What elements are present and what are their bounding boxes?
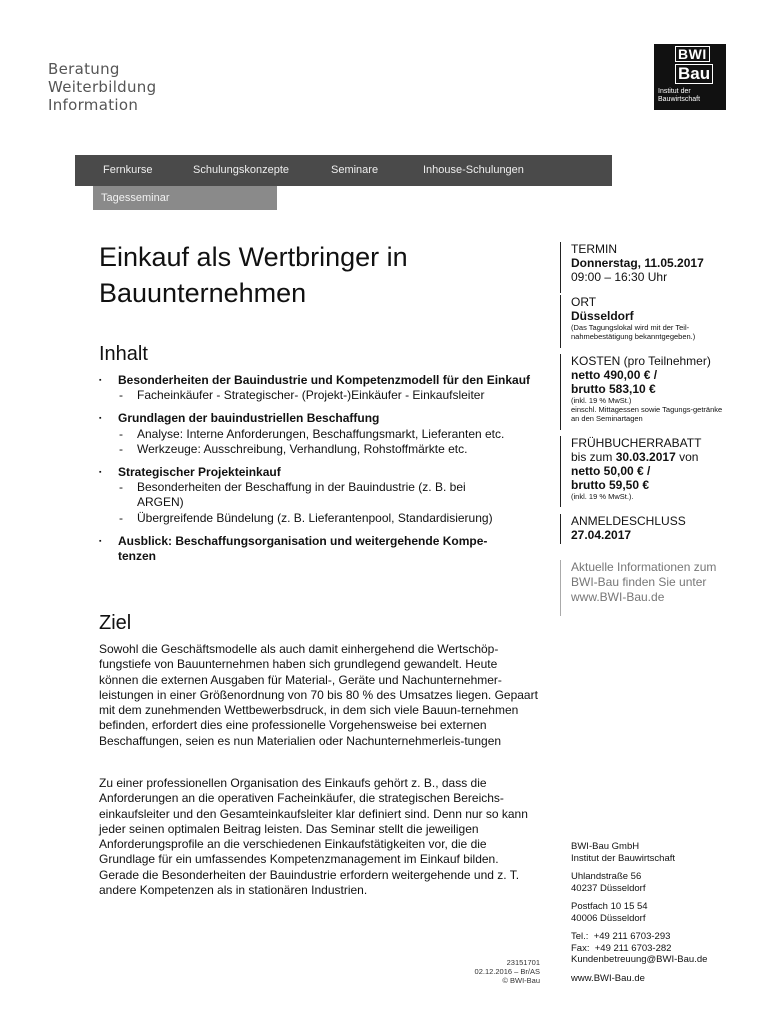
tagline-line: Weiterbildung [48,78,157,96]
kosten-note: (inkl. 19 % MwSt.) [571,396,632,405]
ziel-paragraph-1: Sowohl die Geschäftsmodelle als auch damit einhergehend die Wertschöp-fungstiefe von Bauunternehmen haben sich grundlegend gewandelt. Heute können die externen Ausgaben für Material-, Geräte und Nachunternehmer-leistungen in einer Größenordnung von 70 bis 80 % des Umsatzes liegen. Gepaart mit dem zunehmenden Wettbewerbsdruck, in dem sich viele Bauun-ternehmen befinden, erfordert dies eine professionelle Vorgehensweise bei externen Beschaffungen, seien es nun Materialien oder Nachunternehmerleis-tungen [99,642,538,748]
email-link[interactable]: Kundenbetreuung@BWI-Bau.de [571,954,708,965]
bwi-bau-logo [654,44,726,110]
termin-date: Donnerstag, 11.05.2017 [571,256,704,270]
category-nav [75,155,612,186]
ziel-paragraph-2: Zu einer professionellen Organisation des Einkaufs gehört z. B., dass die Anforderungen an die operativen Facheinkäufer, die strategischen Bereichs-einkaufsleiter und den Gesamteinkaufsleiter klar definiert sind. Denn nur so kann jeder seinen optimalen Beitrag leisten. Das Seminar stellt die jeweiligen Anforderungsprofile an die verschiedenen Einkaufstätigkeiten vor, die die Grundlage für ein umfassendes Kompetenzmanagement im Einkauf bilden. Gerade die Besonderheiten der Bauindustrie erfordern weitergehende und z. T. andere Kompetenzen als in stationären Industrien. [99,776,528,898]
termin-time: 09:00 – 16:30 Uhr [571,270,668,284]
rabatt-note: (inkl. 19 % MwSt.). [571,492,634,501]
rabatt-deadline [571,450,731,464]
inhalt-list [99,373,539,564]
rabatt-date: 30.03.2017 [615,450,676,464]
sub-item: - Analyse: Interne Anforderungen, Beschaffungsmarkt, Lieferanten etc. [99,427,539,442]
list-item: ▪ Besonderheiten der Bauindustrie und Kompetenzmodell für den Einkauf [99,373,539,388]
phone: Tel.: +49 211 6703-293 [571,931,671,942]
fax: Fax: +49 211 6703-282 [571,942,672,954]
rabatt-post: von [675,450,699,464]
nav-item-schulungskonzepte[interactable]: Schulungskonzepte [193,164,290,176]
termin-block [560,242,731,293]
nav-item-inhouse[interactable]: Inhouse-Schulungen [423,164,524,176]
subnav-tagesseminar[interactable] [93,186,277,210]
subnav-label: Tagesseminar [101,192,170,204]
logo-bau: Bau [675,64,713,84]
ort-block [560,295,731,348]
ort-city: Düsseldorf [571,309,634,323]
title-line-2: Bauunternehmen [99,278,307,308]
inhalt-heading: Inhalt [99,343,148,365]
termin-heading: TERMIN [571,242,617,256]
anmeldeschluss-block [560,514,731,544]
rabatt-netto: netto 50,00 € / [571,464,651,478]
page-title [99,239,529,311]
kosten-netto: netto 490,00 € / [571,368,658,382]
sub-item: - Übergreifende Bündelung (z. B. Lieferantenpool, Standardisierung) [99,511,539,526]
info-note: Aktuelle Informationen zum BWI-Bau finden Sie unter www.BWI-Bau.de [560,560,731,616]
title-line-1: Einkauf als Wertbringer in [99,242,408,272]
street: Uhlandstraße 56 [571,871,642,882]
logo-subtitle-1: Institut der [658,88,691,95]
tagline-line: Information [48,96,139,114]
tagline-line: Beratung [48,60,120,78]
logo-bwi: BWI [675,46,710,62]
ort-note: (Das Tagungslokal wird mit der Teil-nahmebestätigung bekanntgegeben.) [571,323,696,341]
company-subtitle: Institut der Bauwirtschaft [571,852,676,864]
copyright: © BWI-Bau [502,976,540,985]
tagline [48,60,156,114]
list-item: ▪ Ausblick: Beschaffungsorganisation und weitergehende Kompe-tenzen [99,534,539,564]
anmelde-date: 27.04.2017 [571,528,632,542]
contact-block [571,841,741,984]
doc-code: 23151701 [506,958,540,967]
logo-subtitle-2: Bauwirtschaft [658,96,701,103]
rabatt-brutto: brutto 59,50 € [571,478,650,492]
ort-heading: ORT [571,295,597,309]
sub-item: - Facheinkäufer - Strategischer- (Projekt-)Einkäufer - Einkaufsleiter [99,388,539,403]
fruehbucher-block [560,436,731,507]
kosten-brutto: brutto 583,10 € [571,382,656,396]
website-link[interactable]: www.BWI-Bau.de [571,972,645,984]
kosten-note-2: einschl. Mittagessen sowie Tagungs-getränke an den Seminartagen [571,405,723,423]
kosten-block [560,354,731,430]
sub-item: - Besonderheiten der Beschaffung in der Bauindustrie (z. B. bei ARGEN) [99,480,539,510]
sub-item: - Werkzeuge: Ausschreibung, Verhandlung, Rohstoffmärkte etc. [99,442,539,457]
rabatt-heading: FRÜHBUCHERRABATT [571,436,702,450]
kosten-heading: KOSTEN (pro Teilnehmer) [571,354,711,368]
logo-subtitle [658,88,700,104]
anmelde-heading: ANMELDESCHLUSS [571,514,686,528]
city: 40237 Düsseldorf [571,882,646,894]
footer-meta [430,958,540,985]
nav-item-seminare[interactable]: Seminare [331,164,379,176]
list-item: ▪ Strategischer Projekteinkauf [99,465,539,480]
po-box: Postfach 10 15 54 [571,901,648,912]
doc-date: 02.12.2016 – Br/AS [474,967,540,976]
po-box-city: 40006 Düsseldorf [571,912,646,924]
nav-item-fernkurse[interactable]: Fernkurse [103,164,153,176]
ziel-heading: Ziel [99,612,132,634]
list-item: ▪ Grundlagen der bauindustriellen Beschaffung [99,411,539,426]
rabatt-pre: bis zum [571,450,616,464]
company-name: BWI-Bau GmbH [571,841,640,852]
